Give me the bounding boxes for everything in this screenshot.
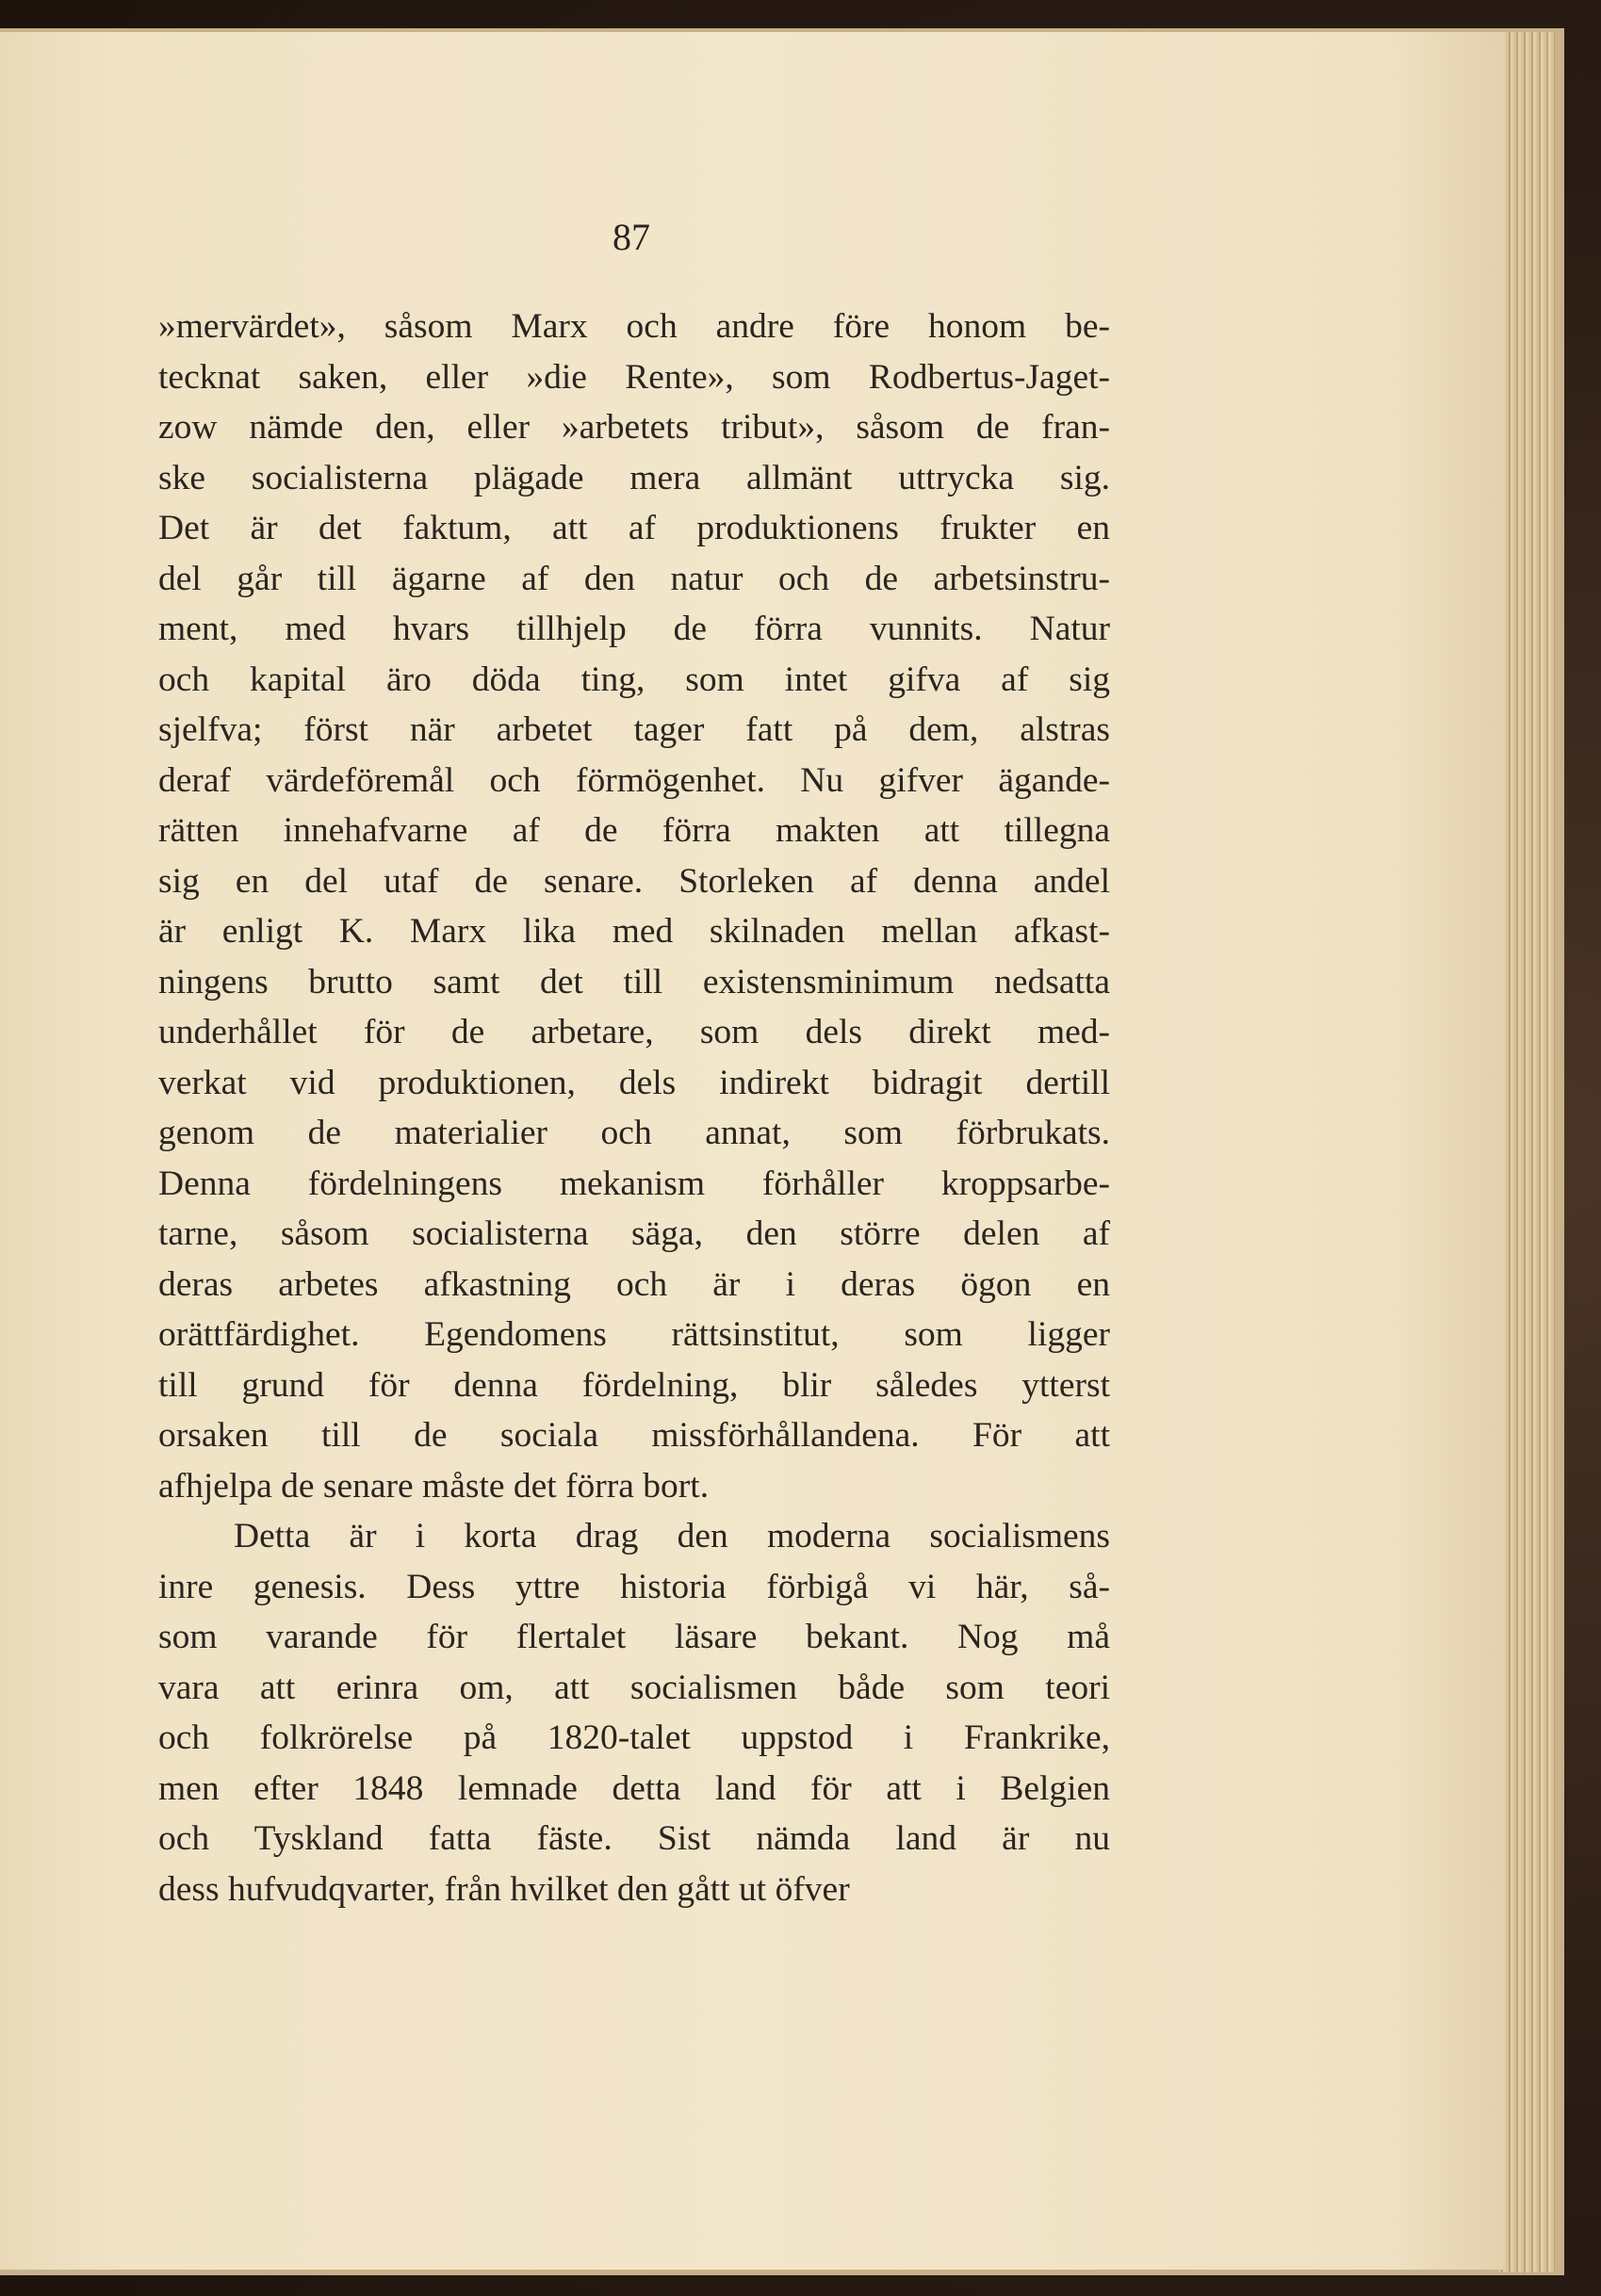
page-number: 87 [613,216,650,258]
text-line: ningens brutto samt det till existensminimum nedsatta [158,962,1110,1001]
text-line: verkat vid produktionen, dels indirekt bidragit dertill [158,1063,1110,1102]
text-line: ment, med hvars tillhjelp de förra vunnits. Natur [158,610,1110,648]
text-line: Detta är i korta drag den moderna socialismens [234,1517,1110,1555]
text-line: tarne, såsom socialisterna säga, den större delen af [158,1214,1110,1253]
text-line: vara att erinra om, att socialismen både som teori [158,1668,1110,1707]
text-line: deras arbetes afkastning och är i deras ögon en [158,1264,1110,1304]
paragraph-1 [158,301,1110,1511]
text-line: dess hufvudqvarter, från hvilket den gått ut öfver [158,1869,850,1909]
text-line: inre genesis. Dess yttre historia förbigå vi här, så- [158,1567,1110,1606]
text-line: som varande för flertalet läsare bekant. Nog må [158,1618,1110,1656]
text-line: sjelfva; först när arbetet tager fatt på dem, alstras [158,710,1110,749]
page-edges [1498,32,1555,2272]
text-line: tecknat saken, eller »die Rente», som Rodbertus-Jaget- [158,357,1110,397]
text-line: underhållet för de arbetare, som dels direkt med- [158,1013,1110,1051]
text-line: afhjelpa de senare måste det förra bort. [158,1466,710,1506]
text-line: »mervärdet», såsom Marx och andre före honom be- [158,307,1110,346]
paragraph-2 [158,1511,1110,1914]
text-line: orättfärdighet. Egendomens rättsinstitut, som ligger [158,1315,1110,1354]
text-line: genom de materialier och annat, som förbrukats. [158,1114,1110,1152]
text-line: zow nämde den, eller »arbetets tribut», såsom de fran- [158,408,1110,447]
body-text [158,301,1110,1914]
text-line: men efter 1848 lemnade detta land för att i Belgien [158,1768,1110,1808]
text-line: del går till ägarne af den natur och de arbetsinstru- [158,559,1110,598]
text-line: är enligt K. Marx lika med skilnaden mellan afkast- [158,912,1110,951]
text-line: rätten innehafvarne af de förra makten att tillegna [158,811,1110,850]
text-line: deraf värdeföremål och förmögenhet. Nu gifver ägande- [158,760,1110,800]
text-line: ske socialisterna plägade mera allmänt uttrycka sig. [158,458,1110,497]
text-line: sig en del utaf de senare. Storleken af denna andel [158,861,1110,901]
text-line: orsaken till de sociala missförhållandena. För att [158,1416,1110,1455]
text-line: Denna fördelningens mekanism förhåller kroppsarbe- [158,1164,1110,1203]
text-line: till grund för denna fördelning, blir således ytterst [158,1365,1110,1405]
text-line: Det är det faktum, att af produktionens frukter en [158,509,1110,547]
text-line: och folkrörelse på 1820-talet uppstod i Frankrike, [158,1718,1110,1757]
text-line: och kapital äro döda ting, som intet gifva af sig [158,659,1110,699]
text-line: och Tyskland fatta fäste. Sist nämda land är nu [158,1819,1110,1858]
